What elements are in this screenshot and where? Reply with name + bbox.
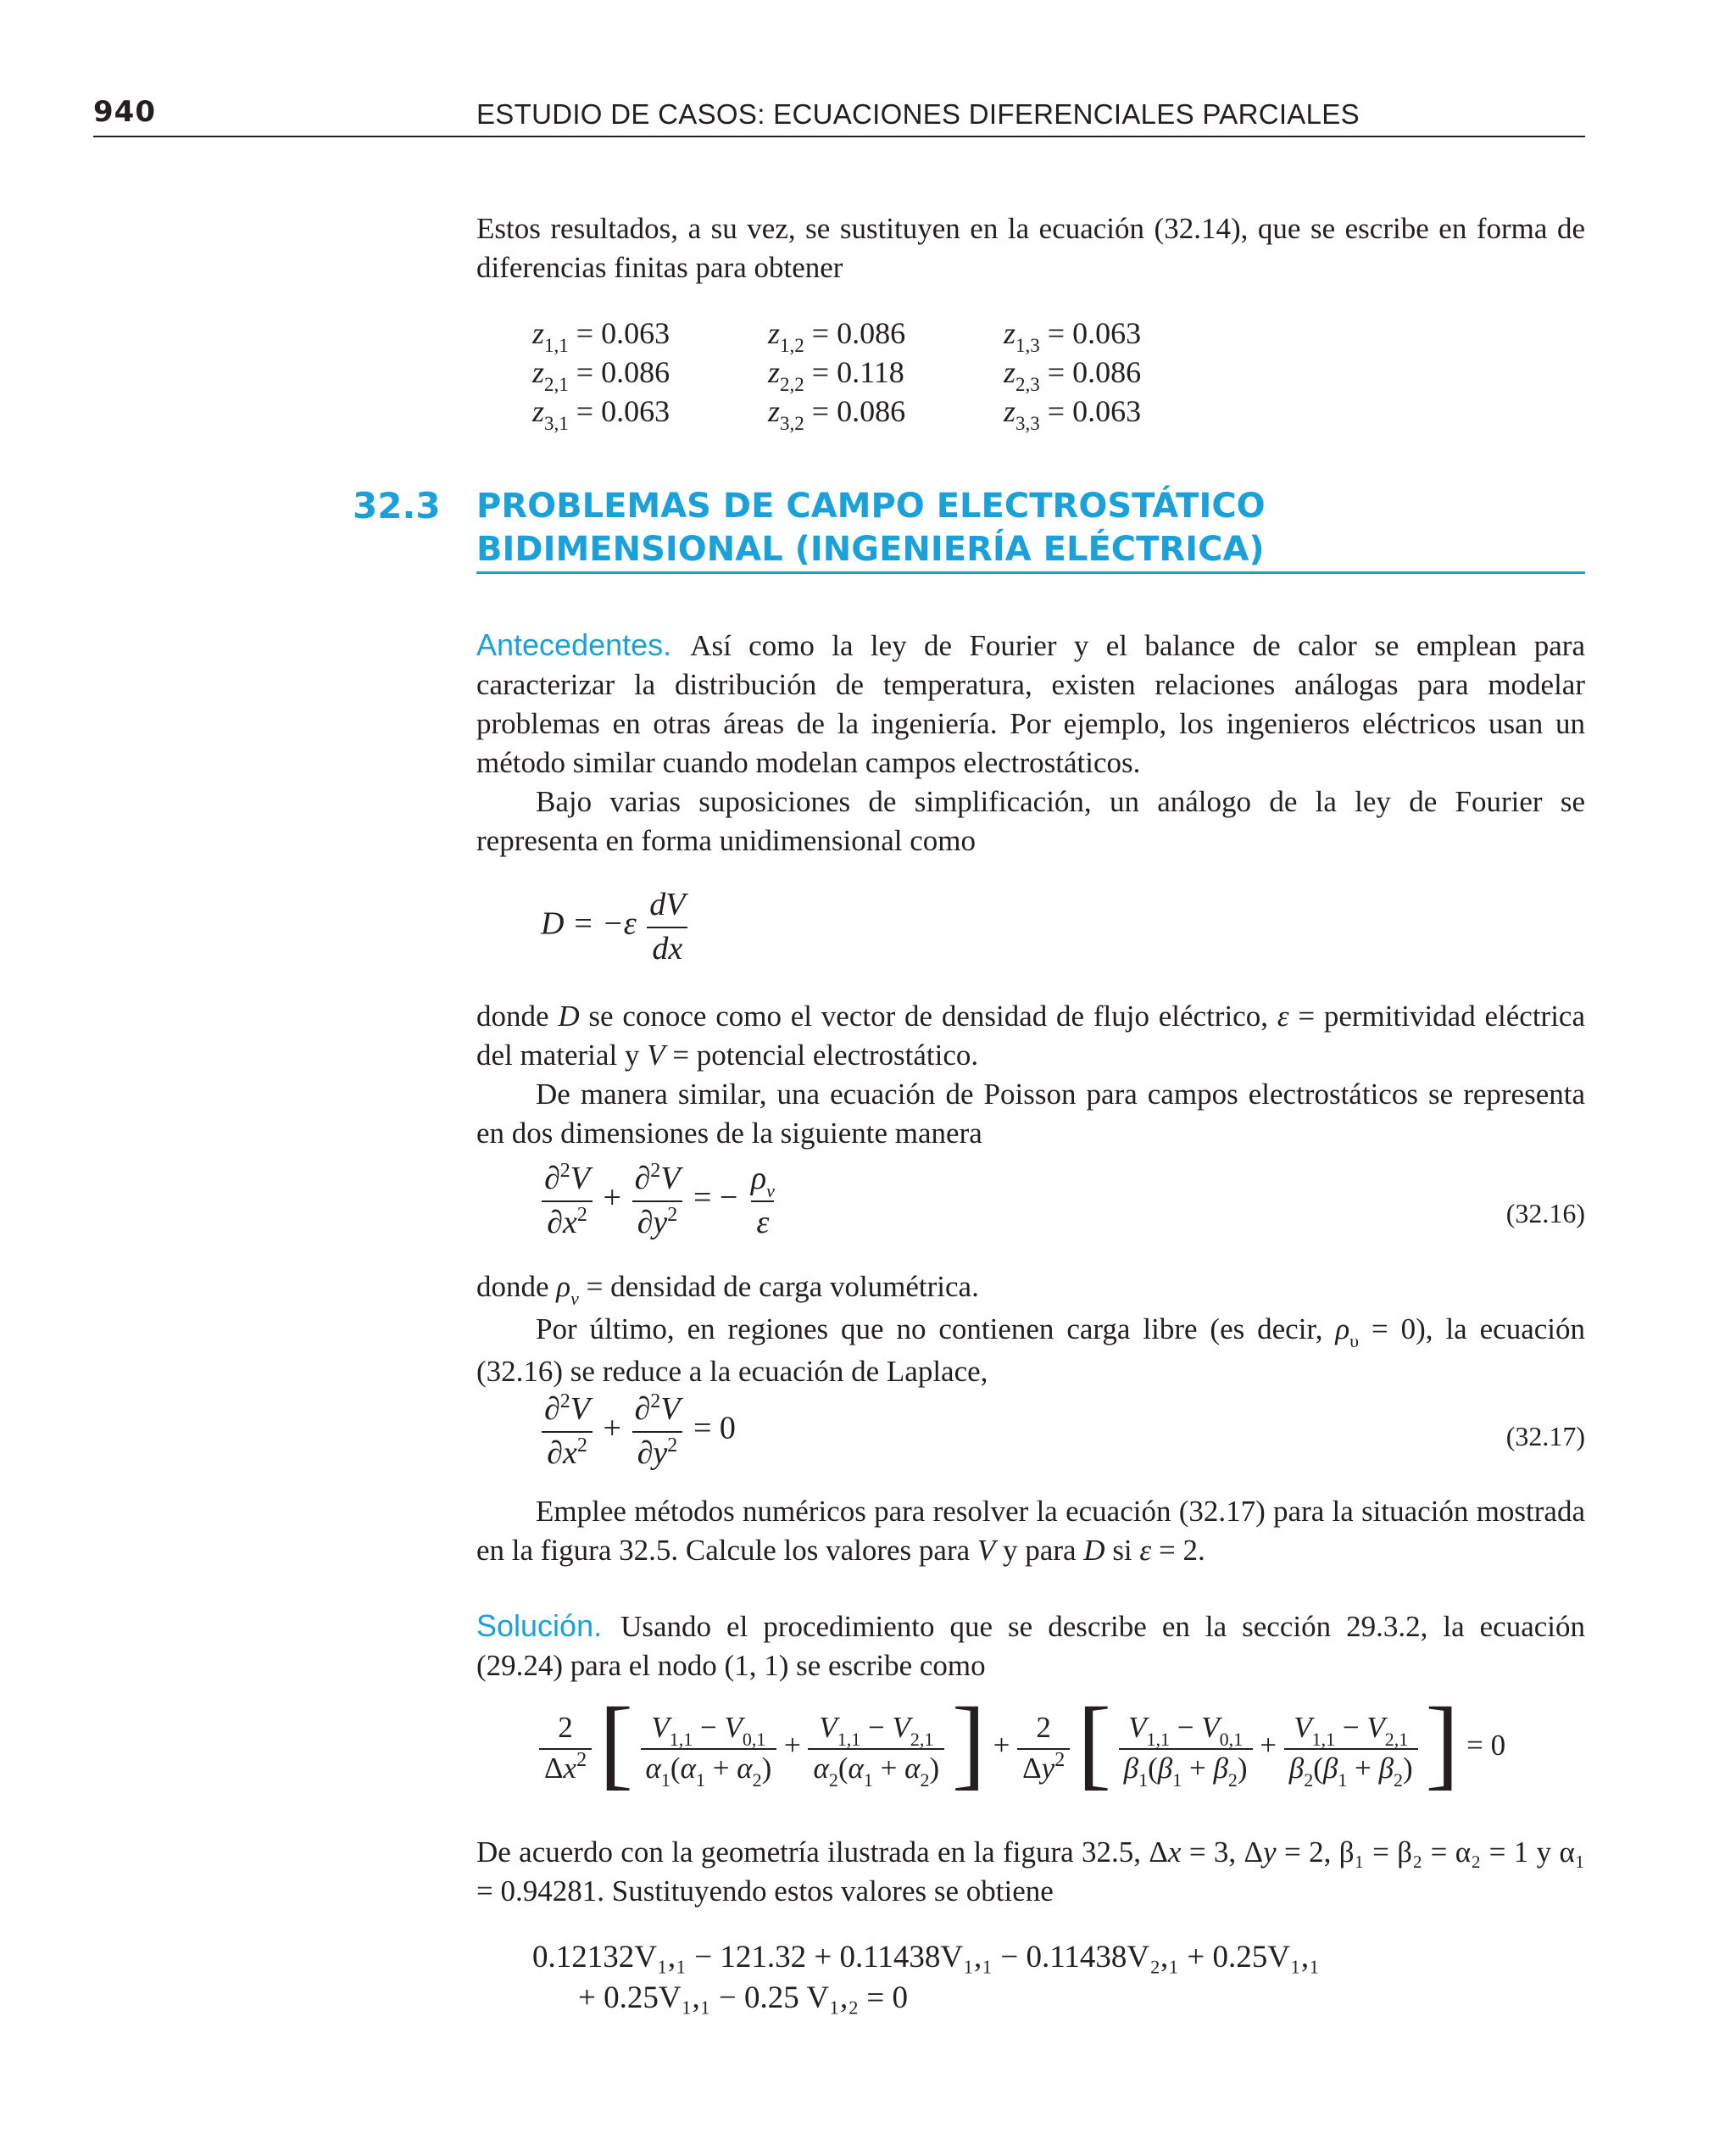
page-number: 940 (93, 95, 156, 129)
section-rule (476, 571, 1585, 574)
equation-substituted (532, 1937, 1320, 2019)
antecedentes-label: Antecedentes. (476, 627, 672, 662)
solucion-label: Solución. (476, 1608, 603, 1643)
header-rule (93, 136, 1585, 137)
running-header: ESTUDIO DE CASOS: ECUACIONES DIFERENCIALES PARCIALES (476, 98, 1360, 130)
intro-block (476, 209, 1585, 287)
intro-paragraph: Estos resultados, a su vez, se sustituyen en la ecuación (32.14), que se escribe en forma de diferencias finitas para obtener (476, 212, 1585, 284)
section-title-line: PROBLEMAS DE CAMPO ELECTROSTÁTICO (476, 487, 1266, 526)
antecedentes-block (476, 626, 1585, 861)
geometry-block (476, 1833, 1585, 1911)
poisson-intro-paragraph: De manera similar, una ecuación de Poisson para campos electrostáticos se representa en dos dimensiones de la siguiente manera (476, 1078, 1585, 1150)
solucion-paragraph: Solución. Usando el procedimiento que se describe en la sección 29.3.2, la ecuación (29.24) para el nodo (1, 1) se escribe como (476, 1608, 1585, 1682)
task-paragraph: Emplee métodos numéricos para resolver la ecuación (32.17) para la situación mostrada en la figura 32.5. Calcule los valores para V y para D si ε = 2. (476, 1495, 1585, 1567)
antecedentes-paragraph: Antecedentes. Así como la ley de Fourier y el balance de calor se emplean para caracterizar la distribución de temperatura, existen relaciones análogas para modelar problemas en otras áreas de la ingeniería. Por ejemplo, los ingenieros eléctricos usan un método similar cuando modelan campos electrostáticos. (476, 627, 1585, 779)
equation-line: 0.12132V₁,₁ − 121.32 + 0.11438V₁,₁ − 0.11438V₂,₁ + 0.25V₁,₁ (532, 1940, 1321, 1975)
fourier-intro-paragraph: Bajo varias suposiciones de simplificación, un análogo de la ley de Fourier se representa en forma unidimensional como (476, 785, 1585, 857)
laplace-intro-block (476, 1267, 1585, 1391)
equation-node-1-1: $\frac{2}{\Delta x^2}$ [ $\frac{V_{1,1} - V_{0,1}}{\alpha_1(\alpha_1 + \alpha_2)}$ + $\frac{V_{1,1} - V_{2,1}}{\alpha_2(\alpha_1 + \alpha_2)}$ ] + $\frac{2}{\Delta y^2}$ [ $\frac{V_{1,1} - V_{0,1}}{\beta_1(\beta_1 + \beta_2)}$ + $\frac{V_{1,1} - V_{2,1}}{\beta_2(\beta_1 + \beta_2)}$ ] = 0 (539, 1697, 1505, 1799)
equation-fourier-analog: D = −ε $\frac{dV}{dx}$ (541, 886, 690, 967)
flux-density-block (476, 997, 1585, 1153)
equation-poisson: $\frac{\partial^2V}{\partial x^2}$ + $\frac{\partial^2V}{\partial y^2}$ = − $\frac{\rho_v}{\varepsilon}$ (539, 1160, 780, 1241)
section-number: 32.3 (353, 485, 441, 526)
section-title-line: BIDIMENSIONAL (INGENIERÍA ELÉCTRICA) (476, 530, 1265, 569)
solucion-block (476, 1607, 1585, 1685)
equation-line: + 0.25V₁,₁ − 0.25 V₁,₂ = 0 (578, 1980, 908, 2015)
equation-number: (32.16) (1505, 1198, 1585, 1228)
geometry-paragraph: De acuerdo con la geometría ilustrada en la figura 32.5, Δx = 3, Δy = 2, β₁ = β₂ = α₂ = 1 y α₁ = 0.94281. Sustituyendo estos valores se obtiene (476, 1835, 1585, 1908)
task-block (476, 1492, 1585, 1570)
section-title (476, 485, 1266, 571)
textbook-page: 940 ESTUDIO DE CASOS: ECUACIONES DIFERENCIALES PARCIALES Estos resultados, a su vez, se sustituyen en la ecuación (32.14), que se escribe en forma de diferencias finitas para obtener $z_{1,1} = 0.063$ $z_{1,2} = 0.086$ $z_{1,3} = 0.063$ $z_{2,1} = 0.086$ $z_{2,2} = 0.118$ $z_{2,3} = 0.086$ $z_{3,1} = 0.063$ $z_{3,2} = 0.086$ $z_{3,3} = 0.063$ 32.3 PROBLEMAS DE CAMPO ELECTROSTÁTICO BIDIMENSIONAL (INGENIERÍA ELÉCTRICA) Antecedentes. Así como la ley de Fourier y el balance de calor se emplean para caracterizar la distribución de temperatura, existen relaciones análogas para modelar problemas en otras áreas de la ingeniería. Por ejemplo, los ingenieros eléctricos usan un método similar cuando modelan campos electrostáticos. Bajo varias suposiciones de simplificación, un análogo de la ley de Fourier se representa en forma unidimensional como D = −ε $\frac{dV}{dx}$ donde D se conoce como el vector de densidad de flujo eléctrico, ε = permitividad eléctrica del material y V = potencial electrostático. De manera similar, una ecuación de Poisson para campos electrostáticos se representa en dos dimensiones de la siguiente manera $\frac{\partial^2V}{\partial x^2}$ + $\frac{\partial^2V}{\partial y^2}$ = − $\frac{\rho_v}{\varepsilon}$ (32.16) donde $\rho_v$ = densidad de carga volumétrica. Por último, en regiones que no contienen carga libre (es decir, $\rho_\upsilon = 0$), la ecuación (32.16) se reduce a la ecuación de Laplace, $\frac{\partial^2V}{\partial x^2}$ + $\frac{\partial^2V}{\partial y^2}$ = 0 (32.17) Emplee métodos numéricos para resolver la ecuación (32.17) para la situación mostrada en la figura 32.5. Calcule los valores para V y para D si ε = 2. Solución. Usando el procedimiento que se describe en la sección 29.3.2, la ecuación (29.24) para el nodo (1, 1) se escribe como $\frac{2}{\Delta x^2}$ [ $\frac{V_{1,1} - V_{0,1}}{\alpha_1(\alpha_1 + \alpha_2)}$ + $\frac{V_{1,1} - V_{2,1}}{\alpha_2(\alpha_1 + \alpha_2)}$ ] + $\frac{2}{\Delta y^2}$ [ $\frac{V_{1,1} - V_{0,1}}{\beta_1(\beta_1 + \beta_2)}$ + $\frac{V_{1,1} - V_{2,1}}{\beta_2(\beta_1 + \beta_2)}$ ] = 0 De acuerdo con la geometría ilustrada en la figura 32.5, Δx = 3, Δy = 2, β₁ = β₂ = α₂ = 1 y α₁ = 0.94281. Sustituyendo estos valores se obtiene 0.12132V₁,₁ − 121.32 + 0.11438V₁,₁ − 0.11438V₂,₁ + 0.25V₁,₁ + 0.25V₁,₁ − 0.25 V₁,₂ = 0 (0, 0, 1736, 2150)
equation-number: (32.17) (1505, 1421, 1585, 1451)
equation-laplace: $\frac{\partial^2V}{\partial x^2}$ + $\frac{\partial^2V}{\partial y^2}$ = 0 (539, 1390, 736, 1472)
laplace-intro-paragraph: Por último, en regiones que no contienen carga libre (es decir, $\rho_\upsilon = 0$), la ecuación (32.16) se reduce a la ecuación de Laplace, (476, 1312, 1585, 1388)
charge-density-note: donde $\rho_v$ = densidad de carga volumétrica. (476, 1270, 979, 1309)
flux-density-paragraph: donde D se conoce como el vector de densidad de flujo eléctrico, ε = permitividad eléctrica del material y V = potencial electrostático. (476, 1000, 1585, 1072)
